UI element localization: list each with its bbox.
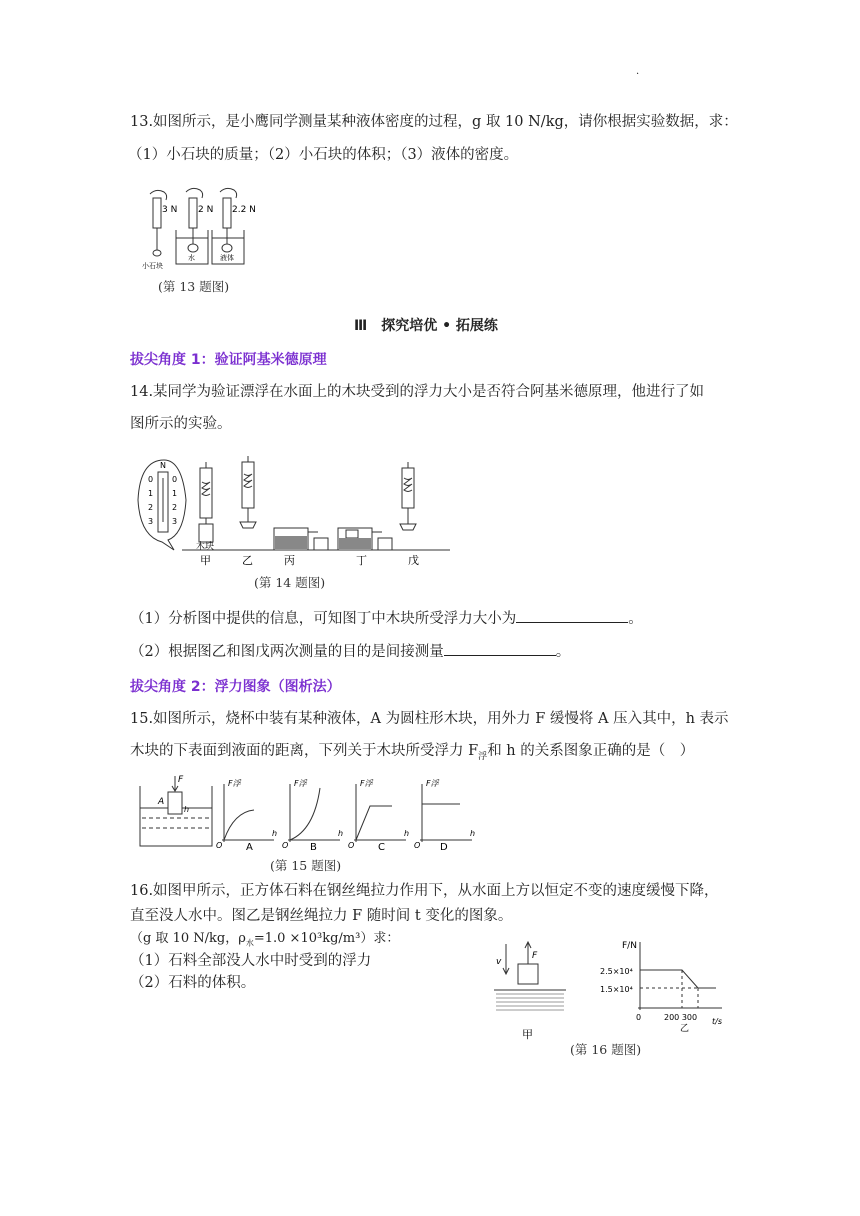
q16b-origin: 0 bbox=[636, 1013, 642, 1022]
q15-block-label: A bbox=[158, 797, 165, 807]
q13-reading-2: 2 N bbox=[198, 205, 214, 215]
q14-line1: 14.某同学为验证漂浮在水面上的木块受到的浮力大小是否符合阿基米德原理，他进行了如 bbox=[130, 384, 705, 400]
q16b-label: 乙 bbox=[680, 1024, 690, 1034]
q14-sub1 bbox=[130, 608, 643, 629]
q14-label-yi: 乙 bbox=[242, 554, 253, 567]
q15-a-origin: O bbox=[216, 841, 223, 850]
q15-b-xlabel: h bbox=[338, 829, 344, 838]
q15-b-ylabel: F浮 bbox=[294, 779, 307, 788]
q16-line3b: =1.0 ×10³kg/m³）求： bbox=[253, 931, 400, 946]
q15-option-c: C bbox=[378, 842, 385, 853]
q14-scale-l0: 0 bbox=[148, 475, 154, 484]
q15-c-origin: O bbox=[348, 841, 355, 850]
q13-reading-3: 2.2 N bbox=[232, 205, 256, 215]
q14-figure bbox=[134, 452, 454, 570]
q15-a-ylabel: F浮 bbox=[228, 779, 241, 788]
q16-figure-b bbox=[596, 936, 732, 1034]
q14-sub1-blank[interactable] bbox=[516, 608, 628, 623]
q16b-xticks: 200 300 bbox=[664, 1013, 698, 1022]
q16-line1: 16.如图甲所示，正方体石料在钢丝绳拉力作用下，从水面上方以恒定不变的速度缓慢下降， bbox=[130, 883, 719, 899]
q15-line1: 15.如图所示，烧杯中装有某种液体，A 为圆柱形木块，用外力 F 缓慢将 A 压入其中，h 表示 bbox=[130, 711, 729, 727]
q13-label-liquid: 液体 bbox=[220, 254, 234, 262]
q14-scale-r3: 3 bbox=[172, 517, 178, 526]
q13-line1: 13.如图所示，是小鹰同学测量某种液体密度的过程，g 取 10 N/kg，请你根据实验数据，求： bbox=[130, 114, 738, 130]
q14-sub2-blank[interactable] bbox=[444, 641, 556, 656]
q15-option-b: B bbox=[310, 842, 317, 853]
q16b-ylabel: F/N bbox=[622, 941, 637, 951]
q16-line3 bbox=[130, 929, 399, 954]
q15-line2b: 和 h 的关系图象正确的是（ ） bbox=[487, 743, 695, 759]
q15-option-d: D bbox=[440, 842, 448, 853]
q16-sub2: （2）石料的体积。 bbox=[130, 975, 256, 991]
angle1-title: 拔尖角度 1：验证阿基米德原理 bbox=[130, 352, 327, 368]
q16-figure-a bbox=[490, 938, 570, 1042]
q14-label-ding: 丁 bbox=[356, 554, 367, 567]
q13-figure bbox=[134, 186, 274, 272]
q14-label-bing: 丙 bbox=[284, 554, 295, 567]
q16-sub-water: 水 bbox=[245, 938, 254, 948]
q14-scale-r0: 0 bbox=[172, 475, 178, 484]
q16a-f-label: F bbox=[532, 951, 538, 961]
q15-d-ylabel: F浮 bbox=[426, 779, 439, 788]
q14-line2: 图所示的实验。 bbox=[130, 416, 232, 432]
q14-scale-l2: 2 bbox=[148, 503, 154, 512]
q15-line2 bbox=[130, 741, 694, 767]
q15-force-label: F bbox=[178, 775, 184, 785]
angle2-title: 拔尖角度 2：浮力图象（图析法） bbox=[130, 679, 341, 695]
q15-figure bbox=[136, 772, 476, 852]
q15-option-a: A bbox=[246, 842, 253, 853]
q14-scale-l3: 3 bbox=[148, 517, 154, 526]
q15-c-ylabel: F浮 bbox=[360, 779, 373, 788]
q15-a-xlabel: h bbox=[272, 829, 278, 838]
q15-d-xlabel: h bbox=[470, 829, 476, 838]
q13-line2: （1）小石块的质量；（2）小石块的体积；（3）液体的密度。 bbox=[128, 147, 519, 163]
q15-h-label: h bbox=[184, 805, 190, 814]
q13-label-stone: 小石块 bbox=[142, 262, 163, 270]
q16b-y-lo: 1.5×10⁴ bbox=[600, 985, 633, 994]
q16-line3a: （g 取 10 N/kg，ρ bbox=[130, 931, 246, 946]
q14-sub1-text: （1）分析图中提供的信息，可知图丁中木块所受浮力大小为 bbox=[130, 611, 517, 627]
q14-scale-l1: 1 bbox=[148, 489, 154, 498]
q15-caption: (第 15 题图) bbox=[270, 858, 342, 873]
q16-line2: 直至没人水中。图乙是钢丝绳拉力 F 随时间 t 变化的图象。 bbox=[130, 908, 513, 924]
q15-b-origin: O bbox=[282, 841, 289, 850]
q16-caption: (第 16 题图) bbox=[570, 1042, 642, 1057]
q14-sub2 bbox=[130, 641, 570, 662]
q14-sub2-end: 。 bbox=[555, 644, 571, 660]
q14-sub2-text: （2）根据图乙和图戊两次测量的目的是间接测量 bbox=[130, 644, 444, 660]
q15-c-xlabel: h bbox=[404, 829, 410, 838]
q16-sub1: （1）石料全部没人水中时受到的浮力 bbox=[130, 953, 372, 969]
q14-scale-r2: 2 bbox=[172, 503, 178, 512]
q16a-v-label: v bbox=[496, 957, 502, 967]
q14-scale-r1: 1 bbox=[172, 489, 178, 498]
q14-scale-top: N bbox=[160, 461, 166, 470]
q16b-xlabel: t/s bbox=[712, 1017, 722, 1026]
q13-reading-1: 3 N bbox=[162, 205, 178, 215]
q14-block-label: 木块 bbox=[196, 542, 215, 552]
q16a-label: 甲 bbox=[522, 1028, 533, 1041]
q15-d-origin: O bbox=[414, 841, 421, 850]
q14-label-jia: 甲 bbox=[200, 554, 211, 567]
q15-line2a: 木块的下表面到液面的距离，下列关于木块所受浮力 F bbox=[130, 743, 479, 759]
header-dot: . bbox=[636, 66, 640, 77]
q13-caption: (第 13 题图) bbox=[158, 279, 230, 294]
q14-sub1-end: 。 bbox=[628, 611, 643, 627]
q16b-y-hi: 2.5×10⁴ bbox=[600, 967, 633, 976]
q15-sub-fu: 浮 bbox=[478, 751, 488, 762]
q14-label-wu: 戊 bbox=[408, 554, 419, 567]
q13-label-water: 水 bbox=[188, 254, 195, 262]
section-title: Ⅲ 探究培优 • 拓展练 bbox=[354, 318, 498, 334]
q14-caption: (第 14 题图) bbox=[254, 575, 326, 590]
